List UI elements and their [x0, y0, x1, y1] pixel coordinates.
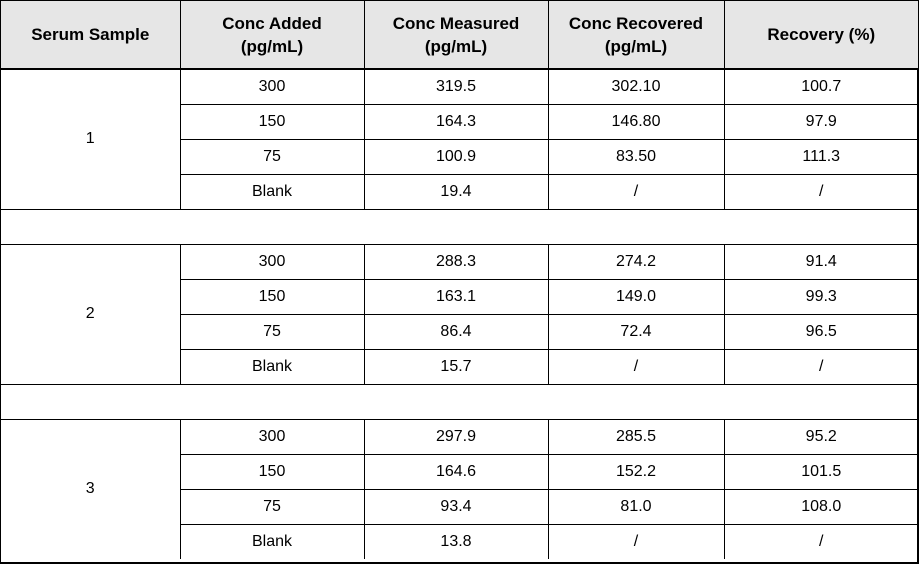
header-conc-added — [180, 1, 364, 69]
header-conc-measured — [364, 1, 548, 69]
recovery-percent-cell: / — [724, 174, 918, 209]
conc-added-cell: Blank — [180, 349, 364, 384]
recovery-percent-cell: 95.2 — [724, 419, 918, 454]
conc-added-cell: Blank — [180, 174, 364, 209]
conc-measured-cell: 13.8 — [364, 524, 548, 559]
header-serum-sample — [1, 1, 180, 69]
header-conc-measured-line2: (pg/mL) — [424, 36, 488, 56]
table-body — [1, 69, 918, 559]
conc-measured-cell: 297.9 — [364, 419, 548, 454]
conc-added-cell: 75 — [180, 489, 364, 524]
recovery-percent-cell: 100.7 — [724, 69, 918, 104]
serum-sample-cell: 1 — [85, 130, 95, 148]
table-row — [1, 244, 918, 279]
header-conc-recovered — [548, 1, 724, 69]
header-conc-recovered-line1: Conc Recovered — [568, 13, 704, 33]
group-separator-cell — [1, 384, 918, 419]
header-row — [1, 1, 918, 69]
group-separator-row — [1, 384, 918, 419]
conc-measured-cell: 319.5 — [364, 69, 548, 104]
conc-added-cell: Blank — [180, 524, 364, 559]
conc-added-cell: 300 — [180, 69, 364, 104]
header-recovery-percent — [724, 1, 918, 69]
recovery-percent-cell: / — [724, 349, 918, 384]
conc-added-cell: 150 — [180, 279, 364, 314]
conc-measured-cell: 15.7 — [364, 349, 548, 384]
serum-sample-cell: 3 — [85, 480, 95, 498]
recovery-percent-cell: / — [724, 524, 918, 559]
header-conc-added-line1: Conc Added — [222, 13, 322, 33]
conc-recovered-cell: 302.10 — [548, 69, 724, 104]
conc-recovered-cell: 285.5 — [548, 419, 724, 454]
conc-added-cell: 300 — [180, 419, 364, 454]
recovery-percent-cell: 101.5 — [724, 454, 918, 489]
conc-measured-cell: 86.4 — [364, 314, 548, 349]
conc-added-cell: 300 — [180, 244, 364, 279]
conc-measured-cell: 288.3 — [364, 244, 548, 279]
conc-recovered-cell: 83.50 — [548, 139, 724, 174]
conc-added-cell: 75 — [180, 314, 364, 349]
conc-recovered-cell: 146.80 — [548, 104, 724, 139]
recovery-percent-cell: 91.4 — [724, 244, 918, 279]
conc-measured-cell: 19.4 — [364, 174, 548, 209]
conc-measured-cell: 164.3 — [364, 104, 548, 139]
group-separator-row — [1, 209, 918, 244]
recovery-percent-cell: 111.3 — [724, 139, 918, 174]
recovery-percent-cell: 97.9 — [724, 104, 918, 139]
recovery-percent-cell: 96.5 — [724, 314, 918, 349]
conc-added-cell: 150 — [180, 454, 364, 489]
conc-recovered-cell: 149.0 — [548, 279, 724, 314]
conc-recovered-cell: 152.2 — [548, 454, 724, 489]
serum-sample-cell: 2 — [85, 305, 95, 322]
recovery-percent-cell: 108.0 — [724, 489, 918, 524]
conc-measured-cell: 93.4 — [364, 489, 548, 524]
conc-recovered-cell: / — [548, 349, 724, 384]
header-conc-measured-line1: Conc Measured — [392, 13, 520, 33]
table-row — [1, 419, 918, 454]
header-recovery-percent-text: Recovery (%) — [767, 25, 876, 44]
group-separator-cell — [1, 209, 918, 244]
table-row — [1, 69, 918, 104]
header-serum-sample-text: Serum Sample — [31, 25, 150, 44]
recovery-percent-cell: 99.3 — [724, 279, 918, 314]
conc-measured-cell: 163.1 — [364, 279, 548, 314]
recovery-table — [1, 1, 918, 559]
header-conc-recovered-line2: (pg/mL) — [604, 36, 668, 56]
conc-recovered-cell: 274.2 — [548, 244, 724, 279]
conc-recovered-cell: 81.0 — [548, 489, 724, 524]
conc-added-cell: 150 — [180, 104, 364, 139]
conc-added-cell: 75 — [180, 139, 364, 174]
conc-recovered-cell: / — [548, 174, 724, 209]
conc-measured-cell: 100.9 — [364, 139, 548, 174]
conc-recovered-cell: 72.4 — [548, 314, 724, 349]
conc-recovered-cell: / — [548, 524, 724, 559]
conc-measured-cell: 164.6 — [364, 454, 548, 489]
header-conc-added-line2: (pg/mL) — [240, 36, 304, 56]
